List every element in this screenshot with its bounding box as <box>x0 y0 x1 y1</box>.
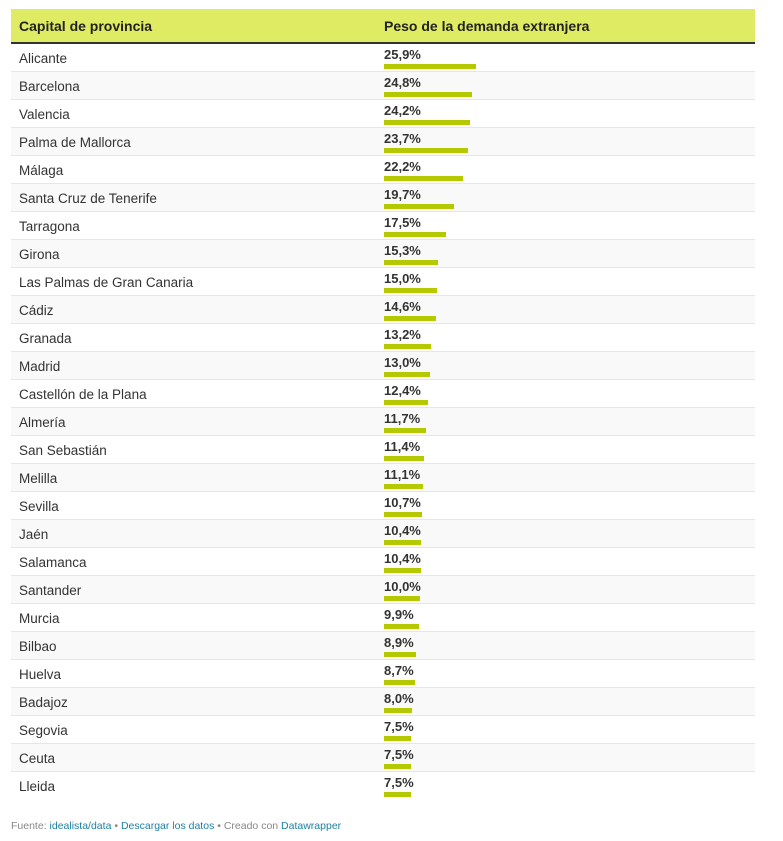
table-row <box>11 408 755 436</box>
province-name: Badajoz <box>19 695 68 710</box>
value-label: 11,4% <box>384 439 421 454</box>
source-link[interactable]: idealista/data <box>49 820 112 832</box>
value-label: 7,5% <box>384 747 414 762</box>
value-label: 14,6% <box>384 299 421 314</box>
table-row <box>11 352 755 380</box>
table-row <box>11 436 755 464</box>
value-cell <box>376 688 755 715</box>
value-label: 22,2% <box>384 159 421 174</box>
value-cell <box>376 660 755 687</box>
table-row <box>11 576 755 604</box>
province-name: Melilla <box>19 471 58 486</box>
table-row <box>11 604 755 632</box>
value-bar <box>384 764 411 769</box>
province-name: Girona <box>19 247 60 262</box>
value-label: 8,9% <box>384 635 414 650</box>
value-label: 10,4% <box>384 551 421 566</box>
province-name: Santa Cruz de Tenerife <box>19 191 157 206</box>
province-name: Lleida <box>19 779 56 794</box>
table-row <box>11 156 755 184</box>
table-row <box>11 632 755 660</box>
value-bar <box>384 260 438 265</box>
province-name: Castellón de la Plana <box>19 387 147 402</box>
value-bar <box>384 792 411 797</box>
value-bar <box>384 456 424 461</box>
value-bar <box>384 316 436 321</box>
table-body <box>11 44 755 800</box>
value-cell <box>376 268 755 295</box>
created-with-label: • Creado con <box>214 820 282 832</box>
value-cell <box>376 716 755 743</box>
value-cell <box>376 100 755 127</box>
value-label: 13,0% <box>384 355 421 370</box>
province-name: Salamanca <box>19 555 87 570</box>
value-label: 8,7% <box>384 663 414 678</box>
footer-separator: • <box>111 820 121 832</box>
value-label: 7,5% <box>384 775 414 790</box>
province-name: Ceuta <box>19 751 56 766</box>
value-label: 11,1% <box>384 467 421 482</box>
value-label: 8,0% <box>384 691 414 706</box>
table-row <box>11 716 755 744</box>
value-cell <box>376 380 755 407</box>
value-label: 24,2% <box>384 103 421 118</box>
value-cell <box>376 464 755 491</box>
table-row <box>11 296 755 324</box>
value-bar <box>384 540 421 545</box>
value-cell <box>376 576 755 603</box>
value-cell <box>376 604 755 631</box>
value-label: 15,0% <box>384 271 421 286</box>
province-name: Tarragona <box>19 219 80 234</box>
value-bar <box>384 652 416 657</box>
province-name: Palma de Mallorca <box>19 135 131 150</box>
table-row <box>11 184 755 212</box>
value-bar <box>384 428 426 433</box>
value-bar <box>384 484 423 489</box>
value-bar <box>384 736 411 741</box>
table-row <box>11 128 755 156</box>
footer <box>11 820 341 832</box>
value-cell <box>376 184 755 211</box>
province-name: Las Palmas de Gran Canaria <box>19 275 194 290</box>
province-name: Sevilla <box>19 499 59 514</box>
value-cell <box>376 744 755 771</box>
value-label: 11,7% <box>384 411 421 426</box>
source-label: Fuente: <box>11 820 50 832</box>
value-cell <box>376 352 755 379</box>
province-name: Madrid <box>19 359 61 374</box>
value-cell <box>376 632 755 659</box>
province-name: Jaén <box>19 527 49 542</box>
value-label: 13,2% <box>384 327 421 342</box>
value-label: 23,7% <box>384 131 421 146</box>
table-row <box>11 492 755 520</box>
value-bar <box>384 596 420 601</box>
value-cell <box>376 44 755 71</box>
value-bar <box>384 64 476 69</box>
table-row <box>11 380 755 408</box>
value-bar <box>384 288 437 293</box>
table-row <box>11 688 755 716</box>
value-label: 12,4% <box>384 383 421 398</box>
province-name: Valencia <box>19 107 70 122</box>
value-bar <box>384 512 422 517</box>
value-bar <box>384 204 454 209</box>
table-row <box>11 772 755 800</box>
value-bar <box>384 680 415 685</box>
value-label: 15,3% <box>384 243 421 258</box>
value-label: 17,5% <box>384 215 421 230</box>
value-bar <box>384 708 412 713</box>
table-row <box>11 744 755 772</box>
province-name: Huelva <box>19 667 62 682</box>
value-bar <box>384 148 468 153</box>
value-label: 10,0% <box>384 579 421 594</box>
download-data-link[interactable]: Descargar los datos <box>120 820 215 832</box>
table-row <box>11 212 755 240</box>
column-header-foreign-demand[interactable]: Peso de la demanda extranjera <box>384 17 590 34</box>
value-label: 10,4% <box>384 523 421 538</box>
table-row <box>11 44 755 72</box>
value-label: 7,5% <box>384 719 414 734</box>
value-cell <box>376 128 755 155</box>
value-label: 10,7% <box>384 495 421 510</box>
value-cell <box>376 212 755 239</box>
table-row <box>11 548 755 576</box>
column-header-province[interactable]: Capital de provincia <box>19 17 153 34</box>
table-row <box>11 660 755 688</box>
value-cell <box>376 520 755 547</box>
value-bar <box>384 176 463 181</box>
province-name: Almería <box>19 415 66 430</box>
table-row <box>11 100 755 128</box>
province-name: Cádiz <box>19 303 54 318</box>
table-row <box>11 240 755 268</box>
value-bar <box>384 344 431 349</box>
value-label: 9,9% <box>384 607 414 622</box>
value-cell <box>376 296 755 323</box>
value-bar <box>384 372 430 377</box>
province-name: Málaga <box>19 163 64 178</box>
province-name: Segovia <box>19 723 68 738</box>
table-header <box>11 9 755 44</box>
province-name: Alicante <box>19 51 68 66</box>
value-cell <box>376 548 755 575</box>
province-name: Murcia <box>19 611 60 626</box>
table-row <box>11 268 755 296</box>
value-bar <box>384 624 419 629</box>
value-bar <box>384 120 470 125</box>
value-bar <box>384 400 428 405</box>
value-bar <box>384 232 446 237</box>
value-cell <box>376 156 755 183</box>
table-row <box>11 520 755 548</box>
value-cell <box>376 492 755 519</box>
value-bar <box>384 92 472 97</box>
province-name: Bilbao <box>19 639 57 654</box>
datawrapper-link[interactable]: Datawrapper <box>281 820 342 832</box>
value-cell <box>376 772 755 800</box>
province-name: Barcelona <box>19 79 80 94</box>
value-cell <box>376 72 755 99</box>
province-name: Santander <box>19 583 82 598</box>
province-name: San Sebastián <box>19 443 107 458</box>
value-cell <box>376 240 755 267</box>
table-row <box>11 72 755 100</box>
value-label: 25,9% <box>384 47 421 62</box>
data-table <box>11 9 755 800</box>
province-name: Granada <box>19 331 72 346</box>
table-row <box>11 324 755 352</box>
value-label: 24,8% <box>384 75 421 90</box>
value-label: 19,7% <box>384 187 421 202</box>
value-bar <box>384 568 421 573</box>
value-cell <box>376 436 755 463</box>
value-cell <box>376 324 755 351</box>
value-cell <box>376 408 755 435</box>
table-row <box>11 464 755 492</box>
